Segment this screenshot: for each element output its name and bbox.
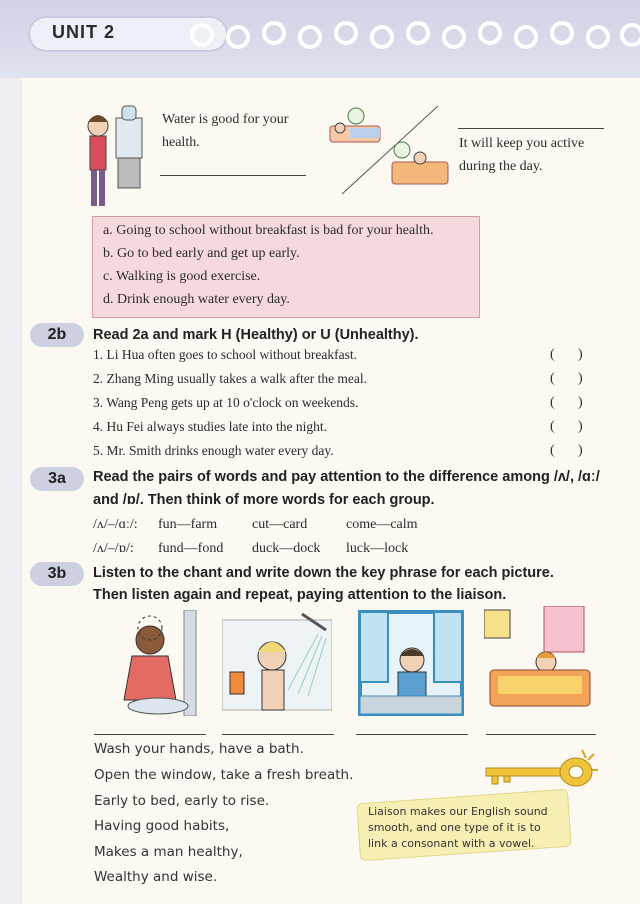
- water-caption-line1: Water is good for your: [162, 112, 289, 127]
- sentence-option-d: d. Drink enough water every day.: [103, 292, 290, 307]
- answer-parens-2[interactable]: ( ): [550, 371, 583, 386]
- answer-parens-3[interactable]: ( ): [550, 395, 583, 410]
- answer-blank-picture-3[interactable]: [356, 734, 468, 735]
- key-icon: [482, 748, 602, 796]
- section-3b-instruction-line1: Listen to the chant and write down the key phrase for each picture.: [93, 565, 554, 581]
- boy-at-open-window-illustration: [356, 608, 466, 718]
- word-pair-come-calm: come—calm: [346, 517, 418, 532]
- section-3b-instruction-line2: Then listen again and repeat, paying attention to the liaison.: [93, 587, 507, 603]
- answer-blank-active: [458, 128, 604, 129]
- water-caption-line2: health.: [162, 135, 200, 150]
- girl-waking-up-in-bed-illustration: [484, 606, 596, 716]
- exercise-2b-item-1: 1. Li Hua often goes to school without breakfast.: [93, 347, 357, 362]
- section-3a-instruction-line1: Read the pairs of words and pay attention to the difference among /ʌ/, /ɑː/: [93, 469, 600, 485]
- answer-blank-picture-2[interactable]: [222, 734, 334, 735]
- active-caption-line2: during the day.: [459, 159, 543, 174]
- note-line-1: Liaison makes our English sound: [368, 805, 548, 818]
- unit-label: UNIT 2: [52, 22, 116, 42]
- sentence-options-box: [92, 216, 480, 318]
- word-pair-fund-fond: fund—fond: [158, 541, 224, 556]
- word-pair-duck-dock: duck—dock: [252, 541, 321, 556]
- header-circles-decoration: [188, 18, 640, 52]
- answer-blank-picture-1[interactable]: [94, 734, 206, 735]
- word-pair-cut-card: cut—card: [252, 517, 308, 532]
- note-line-3: link a consonant with a vowel.: [368, 837, 535, 850]
- active-caption-line1: It will keep you active: [459, 136, 585, 151]
- exercise-2b-item-4: 4. Hu Fei always studies late into the night.: [93, 419, 327, 434]
- sentence-option-b: b. Go to bed early and get up early.: [103, 246, 300, 261]
- chant-line-2: Open the window, take a fresh breath.: [94, 767, 354, 783]
- exercise-2b-item-2: 2. Zhang Ming usually takes a walk after the meal.: [93, 371, 368, 386]
- section-badge-3a: 3a: [30, 467, 84, 491]
- boy-drinking-water-illustration: [78, 104, 158, 210]
- answer-blank-water: [160, 175, 306, 176]
- section-2b-instruction: Read 2a and mark H (Healthy) or U (Unhealthy).: [93, 327, 419, 343]
- answer-blank-picture-4[interactable]: [486, 734, 596, 735]
- girl-washing-hands-illustration: [100, 610, 206, 716]
- chant-line-1: Wash your hands, have a bath.: [94, 741, 304, 757]
- exercise-2b-item-3: 3. Wang Peng gets up at 10 o'clock on weekends.: [93, 395, 359, 410]
- exercise-2b-item-5: 5. Mr. Smith drinks enough water every day.: [93, 443, 334, 458]
- answer-parens-1[interactable]: ( ): [550, 347, 583, 362]
- answer-parens-4[interactable]: ( ): [550, 419, 583, 434]
- chant-line-6: Wealthy and wise.: [94, 869, 218, 885]
- sleep-and-wake-illustration: [322, 104, 452, 196]
- section-3a-instruction-line2: and /ɒ/. Then think of more words for each group.: [93, 492, 435, 508]
- chant-line-5: Makes a man healthy,: [94, 844, 243, 860]
- chant-line-4: Having good habits,: [94, 818, 230, 834]
- word-pair-fun-farm: fun—farm: [158, 517, 218, 532]
- row1-sound-label: /ʌ/–/ɑː/:: [93, 517, 138, 532]
- word-pair-luck-lock: luck—lock: [346, 541, 409, 556]
- chant-line-3: Early to bed, early to rise.: [94, 793, 270, 809]
- sentence-option-c: c. Walking is good exercise.: [103, 269, 261, 284]
- answer-parens-5[interactable]: ( ): [550, 443, 583, 458]
- sentence-option-a: a. Going to school without breakfast is bad for your health.: [103, 223, 434, 238]
- row2-sound-label: /ʌ/–/ɒ/:: [93, 541, 134, 556]
- page-spine: [0, 78, 22, 904]
- section-badge-3b: 3b: [30, 562, 84, 586]
- note-line-2: smooth, and one type of it is to: [368, 821, 541, 834]
- woman-in-shower-illustration: [222, 610, 332, 716]
- section-badge-2b: 2b: [30, 323, 84, 347]
